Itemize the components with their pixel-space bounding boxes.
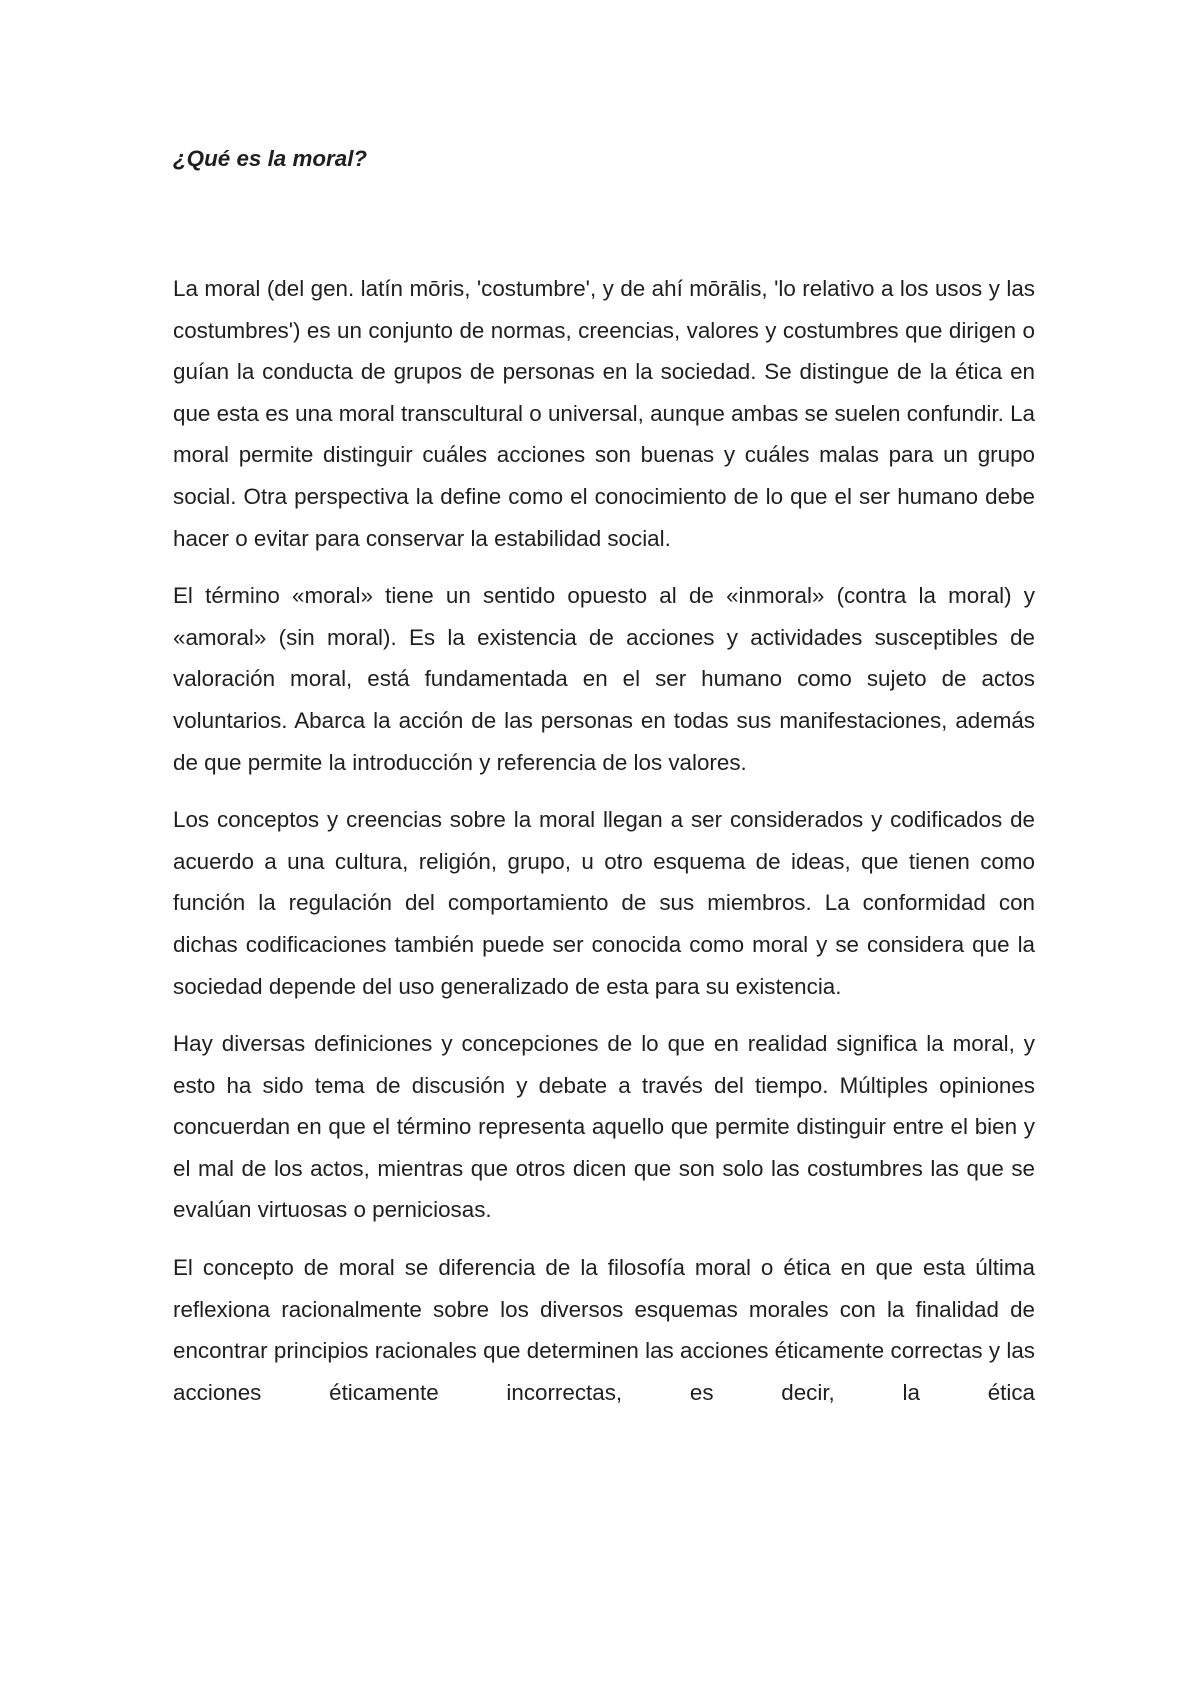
paragraph-definition: La moral (del gen. latín mōris, 'costumbre', y de ahí mōrālis, 'lo relativo a los usos y las costumbres') es un conjunto de normas, creencias, valores y costumbres que dirigen o guían la conducta de grupos de personas en la sociedad. Se distingue de la ética en que esta es una moral transcultural o universal, aunque ambas se suelen confundir. La moral permite distinguir cuáles acciones son buenas y cuáles malas para un grupo social. Otra perspectiva la define como el conocimiento de lo que el ser humano debe hacer o evitar para conservar la estabilidad social. xyxy=(173,276,1035,551)
paragraph-moral-vs-ethics: El concepto de moral se diferencia de la filosofía moral o ética en que esta última reflexiona racionalmente sobre los diversos esquemas morales con la finalidad de encontrar principios racionales que determinen las acciones éticamente correctas y las acciones éticamente incorrectas, es decir, la ética xyxy=(173,1255,1035,1405)
paragraph-concepts-beliefs: Los conceptos y creencias sobre la moral llegan a ser considerados y codificados de acuerdo a una cultura, religión, grupo, u otro esquema de ideas, que tienen como función la regulación del comportamiento de sus miembros. La conformidad con dichas codificaciones también puede ser conocida como moral y se considera que la sociedad depende del uso generalizado de esta para su existencia. xyxy=(173,807,1035,999)
document-title: ¿Qué es la moral? xyxy=(173,146,368,171)
paragraph-definitions: Hay diversas definiciones y concepciones de lo que en realidad significa la moral, y esto ha sido tema de discusión y debate a través del tiempo. Múltiples opiniones concuerdan en que el término representa aquello que permite distinguir entre el bien y el mal de los actos, mientras que otros dicen que son solo las costumbres las que se evalúan virtuosas o perniciosas. xyxy=(173,1031,1035,1223)
paragraph-term-moral: El término «moral» tiene un sentido opuesto al de «inmoral» (contra la moral) y «amoral» (sin moral). Es la existencia de acciones y actividades susceptibles de valoración moral, está fundamentada en el ser humano como sujeto de actos voluntarios. Abarca la acción de las personas en todas sus manifestaciones, además de que permite la introducción y referencia de los valores. xyxy=(173,583,1035,775)
document-body xyxy=(173,142,1035,1429)
